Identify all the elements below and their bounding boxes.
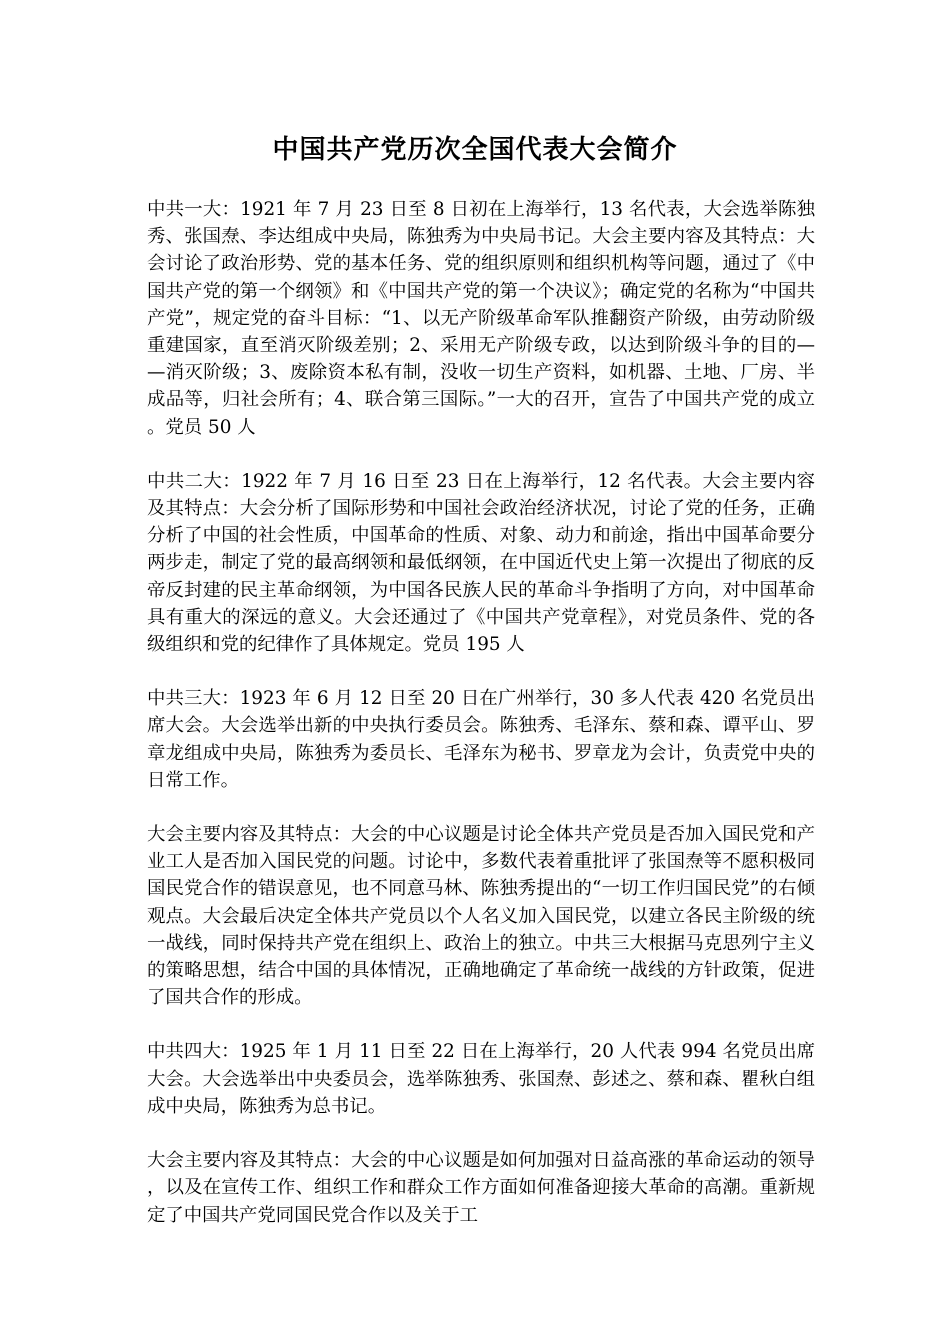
paragraph-third-congress-content: 大会主要内容及其特点：大会的中心议题是讨论全体共产党员是否加入国民党和产业工人是否加入国民党的问题。讨论中，多数代表着重批评了张国焘等不愿积极同国民党合作的错误意见，也不同意马林、陈独秀提出的“一切工作归国民党”的右倾观点。大会最后决定全体共产党员以个人名义加入国民党，以建立各民主阶级的统一战线，同时保持共产党在组织上、政治上的独立。中共三大根据马克思列宁主义的策略思想，结合中国的具体情况，正确地确定了革命统一战线的方针政策，促进了国共合作的形成。 bbox=[147, 824, 815, 1009]
paragraph-third-congress: 中共三大：1923 年 6 月 12 日至 20 日在广州举行，30 多人代表 420 名党员出席大会。大会选举出新的中央执行委员会。陈独秀、毛泽东、蔡和森、谭平山、罗章龙组成中央局，陈独秀为委员长、毛泽东为秘书、罗章龙为会计，负责党中央的日常工作。 bbox=[147, 688, 815, 791]
paragraph-second-congress: 中共二大：1922 年 7 月 16 日至 23 日在上海举行，12 名代表。大会主要内容及其特点：大会分析了国际形势和中国社会政治经济状况，讨论了党的任务，正确分析了中国的社会性质，中国革命的性质、对象、动力和前途，指出中国革命要分两步走，制定了党的最高纲领和最低纲领，在中国近代史上第一次提出了彻底的反帝反封建的民主革命纲领，为中国各民族人民的革命斗争指明了方向，对中国革命具有重大的深远的意义。大会还通过了《中国共产党章程》，对党员条件、党的各级组织和党的纪律作了具体规定。党员 195 人 bbox=[147, 470, 815, 656]
paragraph-first-congress: 中共一大：1921 年 7 月 23 日至 8 日初在上海举行，13 名代表，大会选举陈独秀、张国焘、李达组成中央局，陈独秀为中央局书记。大会主要内容及其特点：大会讨论了政治形势、党的基本任务、党的组织原则和组织机构等问题，通过了《中国共产党的第一个纲领》和《中国共产党的第一个决议》；确定党的名称为“中国共产党”，规定党的奋斗目标：“1、以无产阶级革命军队推翻资产阶级，由劳动阶级重建国家，直至消灭阶级差别；2、采用无产阶级专政，以达到阶级斗争的目的——消灭阶级；3、废除资本私有制，没收一切生产资料，如机器、土地、厂房、半成品等，归社会所有；4、联合第三国际。”一大的召开，宣告了中国共产党的成立。党员 50 人 bbox=[147, 199, 815, 438]
document-body bbox=[147, 196, 815, 1256]
document-title: 中国共产党历次全国代表大会简介 bbox=[272, 135, 678, 165]
paragraph-fourth-congress: 中共四大：1925 年 1 月 11 日至 22 日在上海举行，20 人代表 994 名党员出席大会。大会选举出中央委员会，选举陈独秀、张国焘、彭述之、蔡和森、瞿秋白组成中央局，陈独秀为总书记。 bbox=[147, 1041, 815, 1117]
paragraph-fourth-congress-content: 大会主要内容及其特点：大会的中心议题是如何加强对日益高涨的革命运动的领导，以及在宣传工作、组织工作和群众工作方面如何准备迎接大革命的高潮。重新规定了中国共产党同国民党合作以及关于工 bbox=[147, 1150, 815, 1226]
